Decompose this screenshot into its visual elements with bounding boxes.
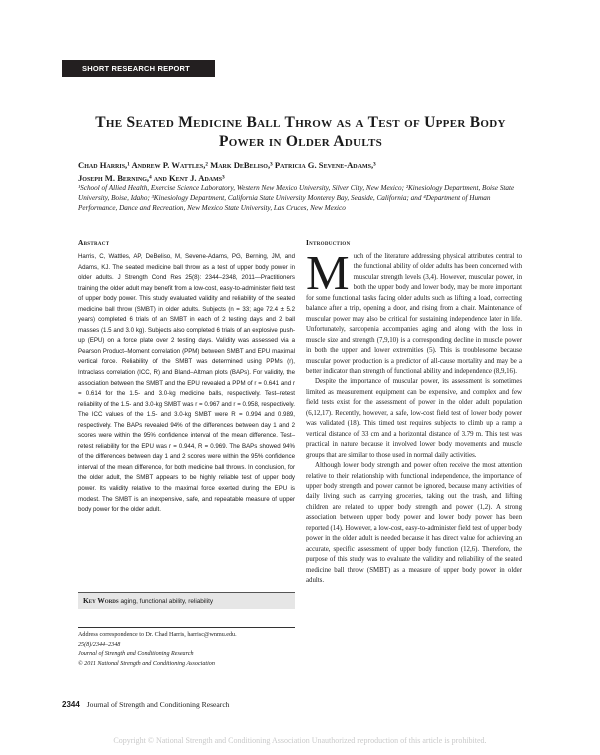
abstract-heading: Abstract	[78, 238, 110, 247]
page-footer	[62, 700, 352, 709]
author-list	[78, 159, 548, 185]
intro-paragraph-2: Despite the importance of muscular power, its assessment is sometimes limited as measurement equipment can be expensive, and complex and few field tests exist for the assessment of power in the older adult population (6,12,17). Recently, however, a safe, low-cost field test of lower body power was validated (18). This timed test requires subjects to climb up a ramp a vertical distance of 33 cm and a horizontal distance of 3.79 m. This test was practical in nature because it involved lower body movements and muscle groups that are similar to those used in normal daily activities.	[306, 378, 522, 459]
author-line-1: Chad Harris,¹ Andrew P. Wattles,² Mark DeBeliso,³ Patricia G. Sevene-Adams,³	[78, 160, 376, 170]
keywords-label: Key Words	[83, 596, 119, 605]
footer-journal: Journal of Strength and Conditioning Research	[86, 700, 230, 709]
author-line-2: Joseph M. Berning,⁴ and Kent J. Adams³	[78, 173, 225, 183]
introduction-heading: Introduction	[306, 238, 351, 247]
copyright-note: © 2011 National Strength and Conditioning Association	[78, 660, 215, 667]
volume-info: 25(8)/2344–2348	[78, 641, 121, 648]
correspondence-note: Address correspondence to Dr. Chad Harris, harrisc@wnmu.edu.	[78, 632, 237, 638]
keywords-text: aging, functional ability, reliability	[120, 598, 214, 605]
intro-p1-text: uch of the literature addressing physical attributes central to the functional ability of older adults has been concerned with muscular strength levels (3,4). However, muscular power, in both the upper body and lower body, may be more important for some functional tasks facing older adults such as lifting a load, correcting balance after a trip, opening a door, and rising from a chair. Maintenance of muscular power may also be critical for sustaining independence later in life. Unfortunately, sarcopenia accompanies aging and along with the loss in muscle size and strength (7,9,10) is a corresponding decline in muscle power in both the upper and lower extremities (5). This is troublesome because muscular power production is a predictor of all-cause mortality and may be a better indicator than strength of functional ability and independence (8,9,16).	[306, 253, 522, 375]
article-title: The Seated Medicine Ball Throw as a Test of Upper Body Power in Older Adults	[95, 114, 506, 150]
keywords-box	[78, 592, 295, 609]
journal-name-note: Journal of Strength and Conditioning Research	[78, 651, 194, 657]
intro-paragraph-3: Although lower body strength and power often receive the most attention relative to their relationship with functional independence, the importance of upper body strength and power cannot be ignored, because many activities of daily living such as carrying groceries, taking out the trash, and lifting children are related to upper body strength and power (1,2). A strong association between upper body power and lower body power has been reported (14). However, a low-cost, easy-to-administer field test of upper body power in the older adult is needed because it has direct value for achieving an accurate, specific assessment of upper body function (12,6). Therefore, the purpose of this study was to evaluate the validity and reliability of the seated medicine ball throw (SMBT) as a measure of upper body power in older adults.	[306, 462, 522, 585]
article-type-banner: SHORT RESEARCH REPORT	[62, 60, 215, 77]
introduction-body	[306, 245, 522, 587]
notes-divider	[78, 627, 295, 628]
article-notes	[78, 627, 295, 669]
intro-paragraph-1	[306, 245, 522, 377]
abstract-text: Harris, C, Wattles, AP, DeBeliso, M, Sevene-Adams, PG, Berning, JM, and Adams, KJ. The seated medicine ball throw as a test of upper body power in older adults. J Strength Cond Res 25(8): 2344–2348, 2011—Practitioners training the older adult may benefit from a low-cost, easy-to-administer field test of upper body power. This study evaluated validity and reliability of the seated medicine ball throw (SMBT) in older adults. Subjects (n = 33; age 72.4 ± 5.2 years) completed 6 trials of an SMBT in each of 2 testing days and 2 ball masses (1.5 and 3.0 kg). Subjects also completed 6 trials of an explosive push-up (EPU) on a force plate over 2 testing days. Validity was assessed via a Pearson Product–Moment correlation (PPM) between SMBT and EPU maximal vertical force. Reliability of the SMBT was determined using PPMs (r), Intraclass correlation (ICC, R) and Bland–Altman plots (BAPs). For validity, the association between the SMBT and the EPU revealed a PPM of r = 0.641 and r = 0.614 for the 1.5- and 3.0-kg medicine balls, respectively. Test–retest reliability of the 1.5- and 3.0-kg SMBT was r = 0.967 and r = 0.958, respectively. The ICC values of the 1.5- and 3.0-kg SMBT were R = 0.994 and 0.989, respectively. The BAPs revealed 94% of the differences between day 1 and 2 scores were within the 95% confidence interval of the mean difference. Test–retest reliability for the EPU was r = 0.944, R = 0.969. The BAPs showed 94% of the differences between day 1 and 2 scores were within the 95% confidence interval of the mean difference, for both medicine ball throws. In conclusion, for the older adult, the SMBT appears to be highly reliable test of upper body power. Its validity relative to the maximal force exerted during the EPU is modest. The SMBT is an inexpensive, safe, and repeatable measure of upper body power for the older adult.	[78, 253, 295, 514]
page-number: 2344	[62, 700, 80, 709]
affiliations: ¹School of Allied Health, Exercise Science Laboratory, Western New Mexico University, Silver City, New Mexico; ²Kinesiology Department, Boise State University, Boise, Idaho; ³Kinesiology Department, California State University Monterey Bay, Seaside, California; and ⁴Department of Human Performance, Dance and Recreation, New Mexico State University, Las Cruces, New Mexico	[78, 184, 515, 212]
drop-cap: M	[306, 245, 350, 300]
copyright-watermark: Copyright © National Strength and Conditioning Association Unauthorized reproduction of this article is prohibited.	[113, 736, 487, 745]
